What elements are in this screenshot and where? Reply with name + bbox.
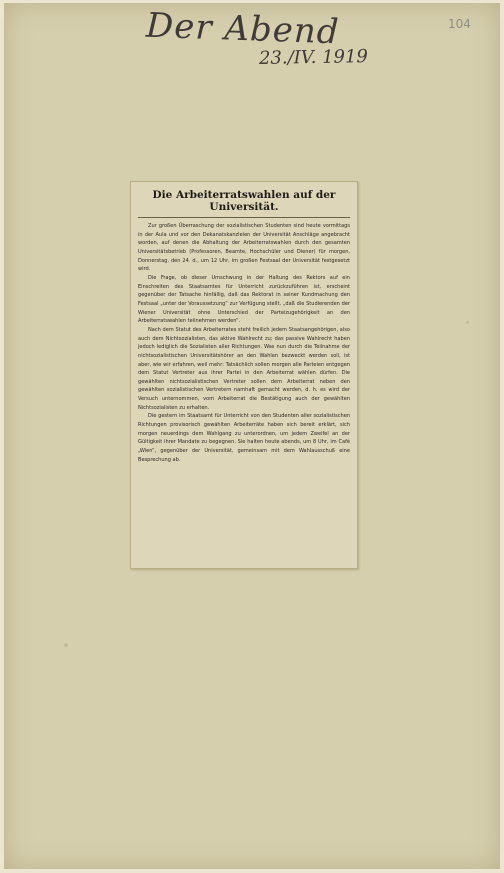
clipping-paragraph: Die Frage, ob dieser Umschwung in der Haltung des Rektors auf ein Einschreiten des Staatsamtes für Unterricht zurückzuführen ist, erscheint gegenüber der Tatsache hinfällig, daß das Rektorat in seiner Kundmachung den Festsaal „unter der Voraussetzung“ zur Verfügung stellt, „daß die Studierenden der Wiener Universität ohne Unterschied der Parteizugehörigkeit an den Arbeiterratswahlen teilnehmen werden“. — [138, 274, 350, 325]
paper-spot — [64, 643, 68, 647]
handwritten-date: 23./IV. 1919 — [258, 46, 369, 69]
clipping-headline: Die Arbeiterratswahlen auf der Universität. — [152, 189, 336, 213]
clipping-paragraph: Nach dem Statut des Arbeiterrates steht freilich jedem Staatsangehörigen, also auch dem Nichtsozialisten, das aktive Wahlrecht zu; das passive Wahlrecht haben jedoch lediglich die Sozialisten aller Richtungen. Was nun durch die Teilnahme der nichtsozialistischen Universitätshörer an den Wahlen bezweckt werden soll, ist aber, wie wir erfahren, weil mehr: Tatsächlich sollen morgen alle Parteien entgegen dem Statut Vertreter aus ihrer Partei in den Arbeiterrat wählen dürfen. Die gewählten nichtsozialistischen Vertreter sollen dem Arbeiterrat neben den gewählten sozialistischen Vertretern namhaft gemacht werden, d. h. es wird der Versuch unternommen, vom Arbeiterrat die Bestätigung auch der gewählten Nichtsozialisten zu erhalten. — [138, 326, 350, 411]
paper-spot — [466, 321, 469, 324]
handwritten-newspaper-name: Der Abend — [145, 5, 341, 53]
archive-sheet — [4, 3, 500, 869]
clipping-paragraph: Die gestern im Staatsamt für Unterricht von den Studenten aller sozialistischen Richtungen provisorisch gewählten Arbeiterräte haben sich bereit erklärt, sich morgen neuerdings dem Wahlgang zu unterordnen, um jedem Zweifel an der Gültigkeit ihrer Mandate zu begegnen. Sie halten heute abends, um 8 Uhr, im Café „Wien“, gegenüber der Universität, gemeinsam mit dem Wahlausschuß eine Besprechung ab. — [138, 413, 350, 463]
clipping-paragraph: Zur großen Überraschung der sozialistischen Studenten sind heute vormittags in der Aula und vor den Dekanatskanzleien der Universität Anschläge angebracht worden, auf denen die Abhaltung der Arbeiterratswahlen durch den gesamten Universitätsbetrieb (Professoren, Beamte, Hochschüler und Diener) für morgen, Donnerstag, den 24. d., um 12 Uhr, im großen Festsaal der Universität festgesetzt wird. — [138, 223, 350, 273]
newspaper-clipping — [130, 181, 358, 569]
archive-number: 104 — [448, 17, 471, 31]
headline-rule — [138, 217, 350, 218]
